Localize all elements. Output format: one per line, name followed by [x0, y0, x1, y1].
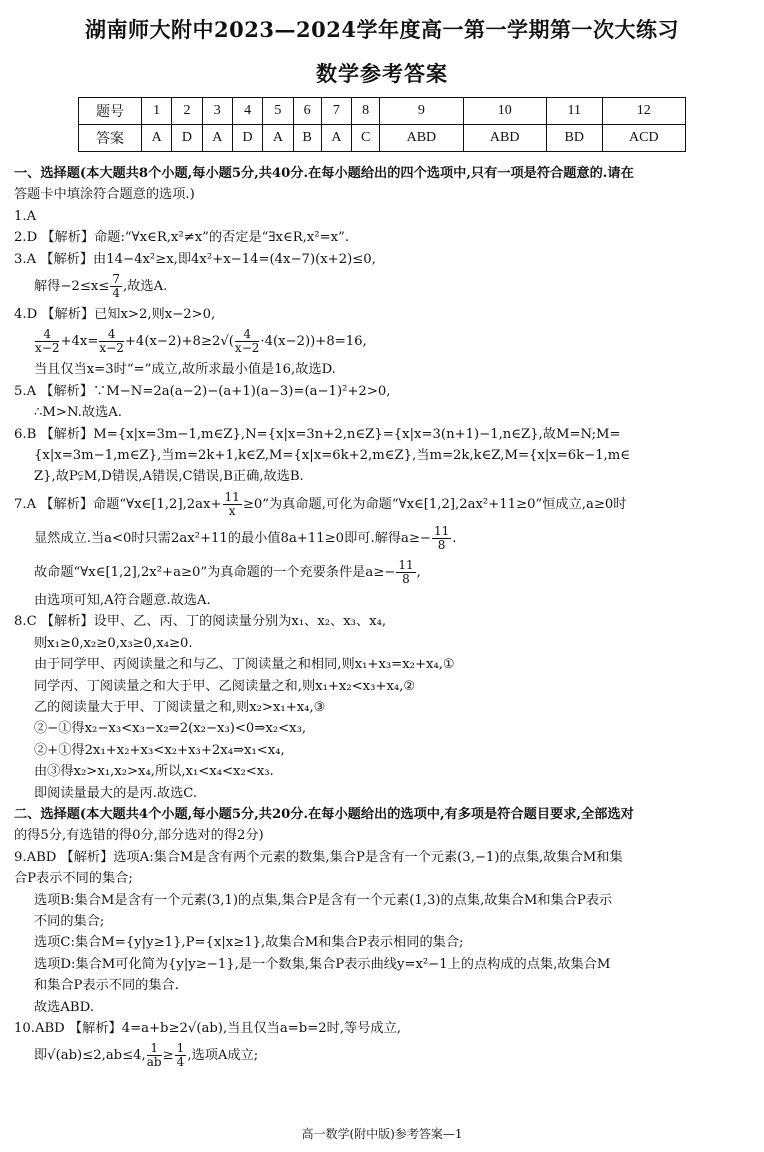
denominator: x	[228, 503, 236, 518]
text-span: 故命题“∀x∈[1,2],2x²+a≥0”为真命题的一个充要条件是a≥−	[34, 564, 396, 580]
table-cell: A	[202, 125, 232, 152]
text-line: 当且仅当x=3时“=”成立,故所求最小值是16,故选D.	[34, 362, 336, 378]
row-label: 答案	[79, 125, 142, 152]
table-cell: A	[142, 125, 172, 152]
text-span: ≥	[162, 1048, 174, 1064]
table-cell: 3	[202, 98, 232, 125]
text-line: 3.A 【解析】由14−4x²≥x,即4x²+x−14=(4x−7)(x+2)≤0,	[14, 251, 376, 267]
table-cell: B	[293, 125, 321, 152]
text-line: 选项C:集合M={y|y≥1},P={x|x≥1},故集合M和集合P表示相同的集合;	[34, 935, 464, 951]
denominator: x−2	[234, 341, 260, 356]
denominator: 4	[176, 1055, 185, 1070]
numerator: 4	[99, 328, 123, 342]
numerator: 4	[35, 328, 59, 342]
text-line: 选项D:集合M可化简为{y|y≥−1},是一个数集,集合P表示曲线y=x²−1上的点构成的点集,故集合M	[34, 956, 611, 972]
denominator: 8	[437, 537, 446, 552]
text-span: 即√(ab)≤2,ab≤4,	[34, 1048, 146, 1064]
table-cell: 12	[602, 98, 685, 125]
table-cell: 8	[352, 98, 380, 125]
text-line: 乙的阅读量大于甲、丁阅读量之和,则x₂>x₁+x₄,③	[34, 699, 326, 715]
text-span: 解得−2≤x≤	[34, 279, 110, 295]
numerator: 4	[235, 328, 259, 342]
table-cell: D	[172, 125, 202, 152]
numerator: 7	[112, 272, 120, 287]
section-heading: 一、选择题(本大题共8个小题,每小题5分,共40分.在每小题给出的四个选项中,只有一项是符合题意的.请在	[14, 166, 634, 181]
text-line: Z},故P⫋M,D错误,A错误,C错误,B正确,故选B.	[34, 469, 304, 485]
table-cell: 7	[321, 98, 351, 125]
text-line: 选项B:集合M是含有一个元素(3,1)的点集,集合P是含有一个元素(1,3)的点集,故集合M和集合P表示	[34, 892, 613, 908]
numerator: 1	[147, 1042, 162, 1056]
text-span: ≥0”为真命题,可化为命题“∀x∈[1,2],2ax²+11≥0”恒成立,a≥0时	[242, 496, 627, 512]
text-span: ,选项A成立;	[187, 1048, 259, 1064]
text-line: 5.A 【解析】∵M−N=2a(a−2)−(a+1)(a−3)=(a−1)²+2>0,	[14, 383, 391, 399]
text-line: 1.A	[14, 208, 37, 224]
denominator: 4	[112, 286, 120, 301]
table-cell: 10	[463, 98, 546, 125]
text-span: ,故选A.	[123, 279, 168, 295]
text-span: .	[452, 530, 457, 546]
text-line: 的得5分,有选错的得0分,部分选对的得2分)	[14, 828, 264, 844]
page-title: 湖南师大附中2023—2024学年度高一第一学期第一次大练习	[85, 17, 679, 42]
text-line: 9.ABD 【解析】选项A:集合M是含有两个元素的数集,集合P是含有一个元素(3,−1)的点集,故集合M和集	[14, 849, 623, 865]
table-cell: BD	[546, 125, 602, 152]
text-span: +4(x−2)+8≥2√(	[124, 334, 234, 350]
fraction	[110, 273, 122, 300]
text-line	[14, 1039, 752, 1073]
fraction	[175, 1042, 187, 1069]
row-label: 题号	[79, 98, 142, 125]
text-line	[14, 522, 752, 556]
table-cell: 11	[546, 98, 602, 125]
denominator: x−2	[99, 341, 124, 356]
denominator: x−2	[35, 341, 60, 356]
text-line: 同学丙、丁阅读量之和大于甲、乙阅读量之和,则x₁+x₂<x₃+x₄,②	[34, 678, 416, 694]
table-cell: ACD	[602, 125, 685, 152]
solutions-body	[14, 163, 752, 1073]
table-cell: 9	[380, 98, 463, 125]
table-cell: 5	[263, 98, 293, 125]
text-span: 显然成立.当a<0时只需2ax²+11的最小值8a+11≥0即可.解得a≥−	[34, 530, 431, 546]
table-cell: 6	[293, 98, 321, 125]
denominator: ab	[146, 1055, 162, 1070]
text-line: {x|x=3m−1,m∈Z},当m=2k+1,k∈Z,M={x|x=6k+2,m∈Z},当m=2k,k∈Z,M={x|x=6k−1,m∈	[34, 448, 631, 464]
text-line: 由于同学甲、丙阅读量之和与乙、丁阅读量之和相同,则x₁+x₃=x₂+x₄,①	[34, 657, 455, 673]
table-cell: ABD	[380, 125, 463, 152]
fraction	[432, 525, 451, 552]
fraction	[223, 491, 242, 518]
page-footer: 高一数学(附中版)参考答案—1	[301, 1127, 463, 1141]
text-line: 故选ABD.	[34, 999, 94, 1015]
numerator: 1	[176, 1041, 185, 1056]
fraction	[99, 328, 123, 355]
table-cell: A	[263, 125, 293, 152]
text-line	[14, 325, 752, 359]
text-line: 6.B 【解析】M={x|x=3m−1,m∈Z},N={x|x=3n+2,n∈Z}={x|x=3(n+1)−1,n∈Z},故M=N;M=	[14, 426, 621, 442]
table-cell: C	[352, 125, 380, 152]
section-heading: 二、选择题(本大题共4个小题,每小题5分,共20分.在每小题给出的选项中,有多项是符合题目要求,全部选对	[14, 806, 634, 822]
text-line: 由选项可知,A符合题意.故选A.	[34, 592, 211, 608]
table-cell: ABD	[463, 125, 546, 152]
page-subtitle: 数学参考答案	[316, 61, 448, 86]
text-line	[14, 270, 752, 304]
text-span: +4x=	[60, 334, 99, 350]
text-line: ②−①得x₂−x₃<x₃−x₂⇒2(x₂−x₃)<0⇒x₂<x₃,	[34, 721, 307, 737]
text-line: 合P表示不同的集合;	[14, 871, 133, 887]
text-line: 即阅读量最大的是丙.故选C.	[34, 785, 198, 801]
text-line: ②+①得2x₁+x₂+x₃<x₂+x₃+2x₄⇒x₁<x₄,	[34, 742, 285, 758]
table-cell: A	[321, 125, 351, 152]
text-span: ·4(x−2))+8=16,	[260, 334, 367, 350]
text-line: 4.D 【解析】已知x>2,则x−2>0,	[14, 307, 216, 323]
denominator: 8	[402, 571, 410, 586]
text-line	[14, 556, 752, 590]
table-cell: 2	[172, 98, 202, 125]
text-span: ,	[416, 564, 421, 580]
text-line: 不同的集合;	[34, 913, 105, 929]
text-line: 8.C 【解析】设甲、乙、丙、丁的阅读量分别为x₁、x₂、x₃、x₄,	[14, 614, 387, 630]
table-cell: D	[232, 125, 262, 152]
question-number-row	[79, 98, 686, 125]
text-line: 则x₁≥0,x₂≥0,x₃≥0,x₄≥0.	[34, 635, 193, 651]
numerator: 11	[398, 557, 414, 572]
text-line: 10.ABD 【解析】4=a+b≥2√(ab),当且仅当a=b=2时,等号成立,	[14, 1021, 401, 1036]
fraction	[396, 559, 415, 586]
fraction	[235, 328, 259, 355]
fraction	[147, 1042, 162, 1069]
answer-row	[79, 125, 686, 152]
fraction	[35, 328, 59, 355]
text-line: 由③得x₂>x₁,x₂>x₄,所以,x₁<x₄<x₂<x₃.	[34, 764, 274, 780]
text-line: 和集合P表示不同的集合.	[34, 978, 179, 994]
numerator: 11	[433, 523, 450, 538]
text-line	[14, 488, 752, 522]
numerator: 11	[224, 489, 240, 504]
text-line: 答题卡中填涂符合题意的选项.)	[14, 187, 195, 203]
text-line: 2.D 【解析】命题:“∀x∈R,x²≠x”的否定是“∃x∈R,x²=x”.	[14, 230, 349, 246]
table-cell: 1	[142, 98, 172, 125]
table-cell: 4	[232, 98, 262, 125]
answer-table	[78, 97, 686, 152]
text-span: 7.A 【解析】命题“∀x∈[1,2],2ax+	[14, 496, 222, 512]
text-line: ∴M>N.故选A.	[34, 405, 122, 421]
